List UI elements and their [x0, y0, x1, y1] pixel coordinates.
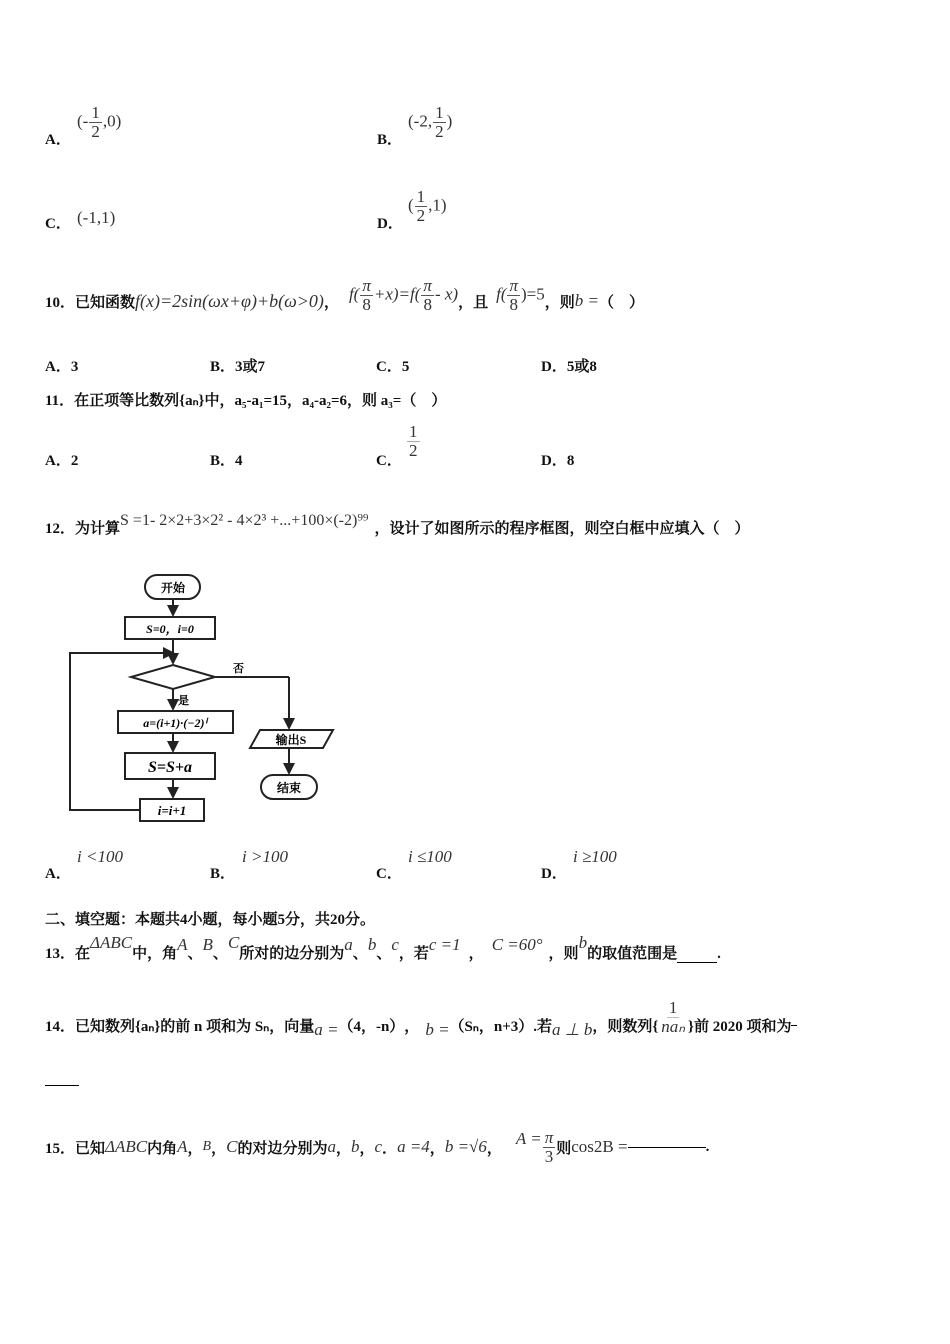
math: A [177, 1137, 188, 1156]
fraction [89, 104, 102, 141]
end-label: 结束 [276, 781, 302, 795]
fraction [407, 423, 420, 460]
start-label: 开始 [160, 581, 186, 595]
text: ，则 [548, 946, 579, 962]
question-15 [45, 1122, 709, 1172]
text: 的对边分别为 [237, 1140, 328, 1157]
question-number: 10．已知函数 [45, 294, 136, 311]
text: 内角 [147, 1140, 178, 1157]
q10-option-a: A．3 [45, 359, 79, 375]
numerator: 1 [91, 103, 100, 122]
function-formula: f(x)=2sin(ωx+φ)+b(ω>0) [135, 290, 324, 311]
math: ΔABC [90, 933, 133, 952]
text: ( [408, 195, 414, 215]
text: - x) [434, 283, 459, 303]
option-c-value: (-1,1) [77, 208, 116, 227]
question-13 [45, 935, 721, 963]
q11-option-a: A．2 [45, 453, 79, 469]
text: . [705, 1138, 710, 1155]
text: 、 [187, 946, 203, 962]
text: +x)=f( [373, 283, 421, 303]
denominator: 8 [509, 294, 518, 314]
q10-option-b: B．3或7 [210, 359, 266, 375]
math: C =60° [491, 935, 543, 954]
text: 则 [556, 1140, 572, 1157]
numerator: 1 [668, 997, 678, 1017]
question-10 [45, 276, 644, 326]
math: a ⊥ b [552, 1020, 593, 1039]
q12-option-a-value: i <100 [77, 847, 123, 866]
increment-i-label: i=i+1 [157, 803, 187, 818]
math: b [350, 1137, 360, 1156]
math: a [344, 935, 353, 954]
text: f( [348, 283, 360, 303]
text: 中，角 [132, 946, 178, 962]
math: a [327, 1137, 336, 1156]
text: ， [468, 946, 484, 962]
option-d-value [408, 188, 447, 225]
text: ，且 [458, 294, 489, 311]
q12-option-d-label: D． [541, 866, 567, 882]
output-label: 输出S [275, 733, 307, 747]
math: a =4 [397, 1137, 430, 1156]
text: ， [211, 1140, 227, 1157]
text: 、 [212, 946, 228, 962]
question-number: 14．已知数列{aₙ}的前 n 项和为 Sₙ，向量 [45, 1018, 315, 1035]
symmetry-condition [349, 277, 458, 314]
q12-option-b-value: i >100 [242, 847, 288, 866]
option-a-label: A． [45, 132, 71, 148]
text: ，则数列{ [592, 1018, 659, 1035]
fraction [415, 188, 428, 225]
numerator: 1 [409, 422, 418, 441]
text: ,0) [102, 111, 122, 131]
denominator: 2 [416, 205, 426, 225]
math: cos2B = [571, 1137, 628, 1156]
text: . [717, 946, 721, 962]
init-label: S=0，i=0 [146, 622, 194, 636]
fraction [433, 104, 446, 141]
math: ΔABC [105, 1137, 148, 1156]
answer-paren: （ ） [599, 294, 645, 311]
value-condition [496, 277, 545, 314]
text: f( [496, 283, 507, 303]
text: ,1) [428, 195, 447, 215]
text: )=5 [521, 283, 545, 303]
q10-option-c: C．5 [376, 359, 410, 375]
numerator: π [544, 1127, 554, 1147]
text: ，设计了如图所示的程序框图，则空白框中应填入（ ） [374, 521, 750, 537]
vector-b: b = [425, 1020, 450, 1039]
text: ，若 [398, 946, 429, 962]
assign-a-label: a=(i+1)·(−2)ⁱ [143, 716, 207, 730]
q11-option-d: D．8 [541, 453, 575, 469]
numerator: 1 [416, 187, 426, 206]
text: (- [77, 111, 89, 131]
text: ， [335, 1140, 351, 1157]
math: c [374, 1137, 383, 1156]
math: b [367, 935, 377, 954]
option-a-value [77, 104, 121, 141]
denominator: 8 [423, 294, 432, 314]
math: c =1 [428, 935, 461, 954]
text: 的取值范围是 [587, 946, 678, 962]
section-heading: 二、填空题：本题共4小题，每小题5分，共20分。 [45, 912, 376, 928]
answer-blank[interactable] [677, 962, 717, 963]
text: ，则 [544, 294, 575, 311]
text: ， [323, 294, 339, 311]
text: .若 [533, 1018, 553, 1035]
text: （Sₙ，n+3） [449, 1018, 534, 1035]
numerator: π [362, 275, 371, 295]
text: (-2, [408, 111, 433, 131]
option-d-label: D． [377, 216, 403, 232]
math: C [226, 1137, 238, 1156]
denominator: 2 [435, 121, 444, 141]
numerator: 1 [435, 103, 444, 122]
denominator: 2 [409, 440, 418, 460]
option-b-value [408, 104, 452, 141]
text: （4，-n） [338, 1018, 405, 1035]
option-c-label: C． [45, 216, 71, 232]
math: A = [515, 1129, 542, 1148]
question-number: 13．在 [45, 946, 91, 962]
text: }前 2020 项和为 [688, 1018, 792, 1035]
fraction [658, 999, 688, 1036]
question-number: 15．已知 [45, 1140, 106, 1157]
text: ， [359, 1140, 375, 1157]
q10-option-d: D．5或8 [541, 359, 597, 375]
text: ， [486, 1140, 502, 1157]
denominator: 3 [544, 1146, 554, 1166]
text: ， [404, 1018, 420, 1035]
denominator: 2 [91, 121, 100, 141]
denominator: 8 [362, 294, 371, 314]
q12-option-c-label: C． [376, 866, 402, 882]
math: B [202, 935, 213, 954]
q12-option-a-label: A． [45, 866, 71, 882]
q11-option-c-value [406, 423, 421, 460]
option-b-label: B． [377, 132, 403, 148]
no-label: 否 [233, 663, 244, 675]
answer-blank-continued[interactable] [45, 1085, 79, 1086]
q12-option-c-value: i ≤100 [408, 847, 452, 866]
q11-option-c-label: C． [376, 453, 402, 469]
fraction [507, 277, 520, 314]
question-12 [45, 508, 750, 538]
q12-option-d-value: i ≥100 [573, 847, 617, 866]
condition-diamond [131, 665, 215, 689]
math: A [177, 935, 188, 954]
math: B [202, 1139, 212, 1154]
question-number: 12．为计算 [45, 521, 121, 537]
fraction [542, 1129, 557, 1166]
answer-blank[interactable] [628, 1147, 706, 1148]
text: 、 [376, 946, 392, 962]
fraction [360, 277, 373, 314]
math: b =√6 [444, 1137, 487, 1156]
flowchart [45, 565, 340, 830]
q11-option-b: B．4 [210, 453, 243, 469]
math: c [391, 935, 399, 954]
text: ) [446, 111, 453, 131]
text: ， [429, 1140, 445, 1157]
numerator: π [509, 275, 519, 295]
text: 所对的边分别为 [239, 946, 345, 962]
denominator: naₙ [661, 1016, 686, 1036]
numerator: π [423, 275, 432, 295]
sum-formula: S =1- 2×2+3×2² - 4×2³ +...+100×(-2)⁹⁹ [120, 512, 369, 529]
yes-label: 是 [178, 695, 189, 707]
text: 、 [352, 946, 368, 962]
fraction [421, 277, 434, 314]
question-14 [45, 990, 797, 1060]
answer-blank[interactable] [791, 1025, 797, 1026]
math: b = [574, 291, 600, 310]
math: C [227, 933, 240, 952]
math: b [578, 933, 588, 952]
vector-a: a = [314, 1020, 339, 1039]
text: ． [382, 1140, 398, 1157]
update-s-label: S=S+a [147, 759, 193, 776]
question-11: 11．在正项等比数列{aₙ}中，a₅-a₁=15，a₄-a₂=6，则 a₃=（ ） [45, 393, 447, 409]
text: ， [187, 1140, 203, 1157]
q12-option-b-label: B． [210, 866, 236, 882]
